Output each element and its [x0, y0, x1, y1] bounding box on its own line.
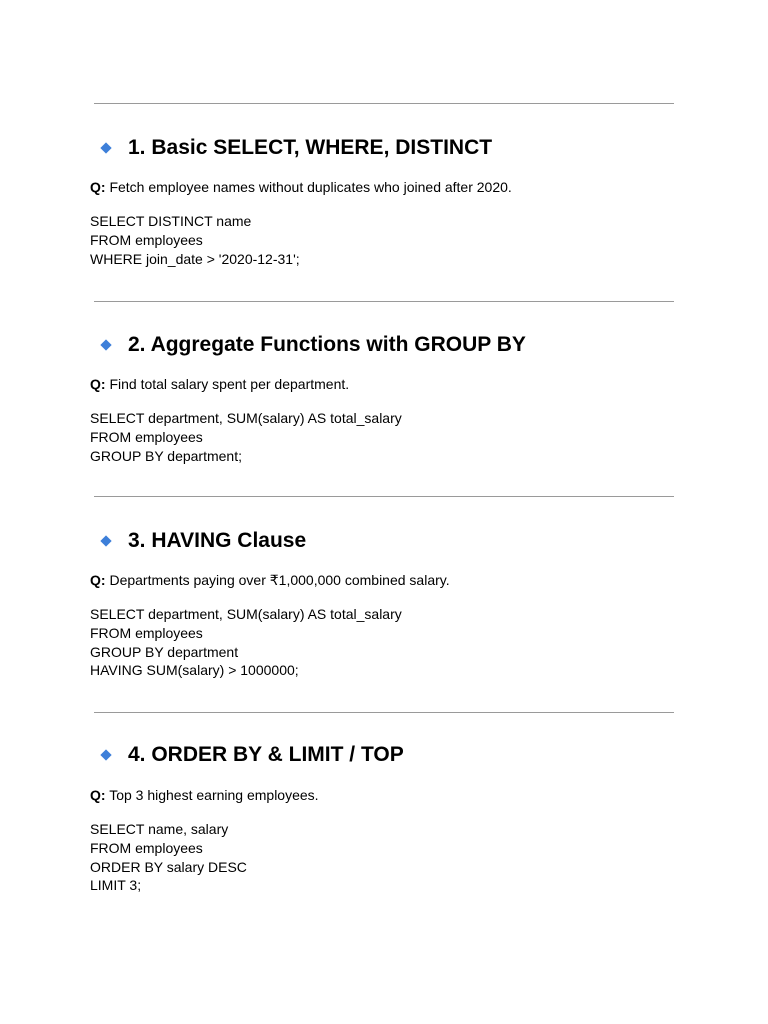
section-divider [94, 712, 674, 713]
diamond-bullet-icon [100, 142, 111, 153]
section-title: 2. Aggregate Functions with GROUP BY [128, 333, 526, 356]
section-heading [98, 333, 526, 357]
section-title: 4. ORDER BY & LIMIT / TOP [128, 743, 404, 766]
section-heading [98, 529, 306, 553]
section-title: 1. Basic SELECT, WHERE, DISTINCT [128, 136, 493, 159]
diamond-bullet-icon [100, 339, 111, 350]
section-heading [98, 136, 492, 160]
code-line: FROM employees [90, 624, 203, 641]
code-line: HAVING SUM(salary) > 1000000; [90, 662, 299, 679]
question-text: Fetch employee names without duplicates who joined after 2020. [105, 179, 512, 195]
code-line: WHERE join_date > '2020-12-31'; [90, 250, 300, 267]
question-label: Q: [90, 179, 106, 195]
diamond-bullet-icon [100, 535, 111, 546]
question-label: Q: [90, 787, 106, 803]
sql-code-block [90, 409, 402, 465]
question-label: Q: [90, 572, 106, 588]
diamond-bullet-icon [100, 749, 111, 760]
section-divider [94, 496, 674, 497]
section-divider [94, 301, 674, 302]
code-line: GROUP BY department [90, 643, 239, 660]
question-text: Top 3 highest earning employees. [105, 787, 319, 803]
sql-code-block [90, 212, 300, 268]
section-divider [94, 103, 674, 104]
section-heading [98, 743, 404, 767]
sql-code-block [90, 820, 247, 895]
question-line [90, 375, 349, 393]
code-line: SELECT department, SUM(salary) AS total_salary [90, 410, 402, 426]
question-text: Departments paying over ₹1,000,000 combined salary. [105, 572, 450, 588]
question-line [90, 178, 512, 196]
question-label: Q: [90, 376, 106, 392]
sql-code-block [90, 605, 402, 680]
question-line [90, 786, 319, 804]
code-line: FROM employees [90, 428, 203, 445]
section-title: 3. HAVING Clause [128, 529, 307, 552]
question-text: Find total salary spent per department. [105, 376, 350, 392]
code-line: LIMIT 3; [90, 877, 142, 894]
code-line: SELECT department, SUM(salary) AS total_salary [90, 606, 402, 622]
code-line: FROM employees [90, 839, 203, 856]
code-line: GROUP BY department; [90, 447, 242, 464]
code-line: FROM employees [90, 231, 203, 248]
code-line: ORDER BY salary DESC [90, 858, 247, 875]
question-line [90, 571, 450, 589]
code-line: SELECT name, salary [90, 821, 229, 837]
code-line: SELECT DISTINCT name [90, 213, 252, 229]
